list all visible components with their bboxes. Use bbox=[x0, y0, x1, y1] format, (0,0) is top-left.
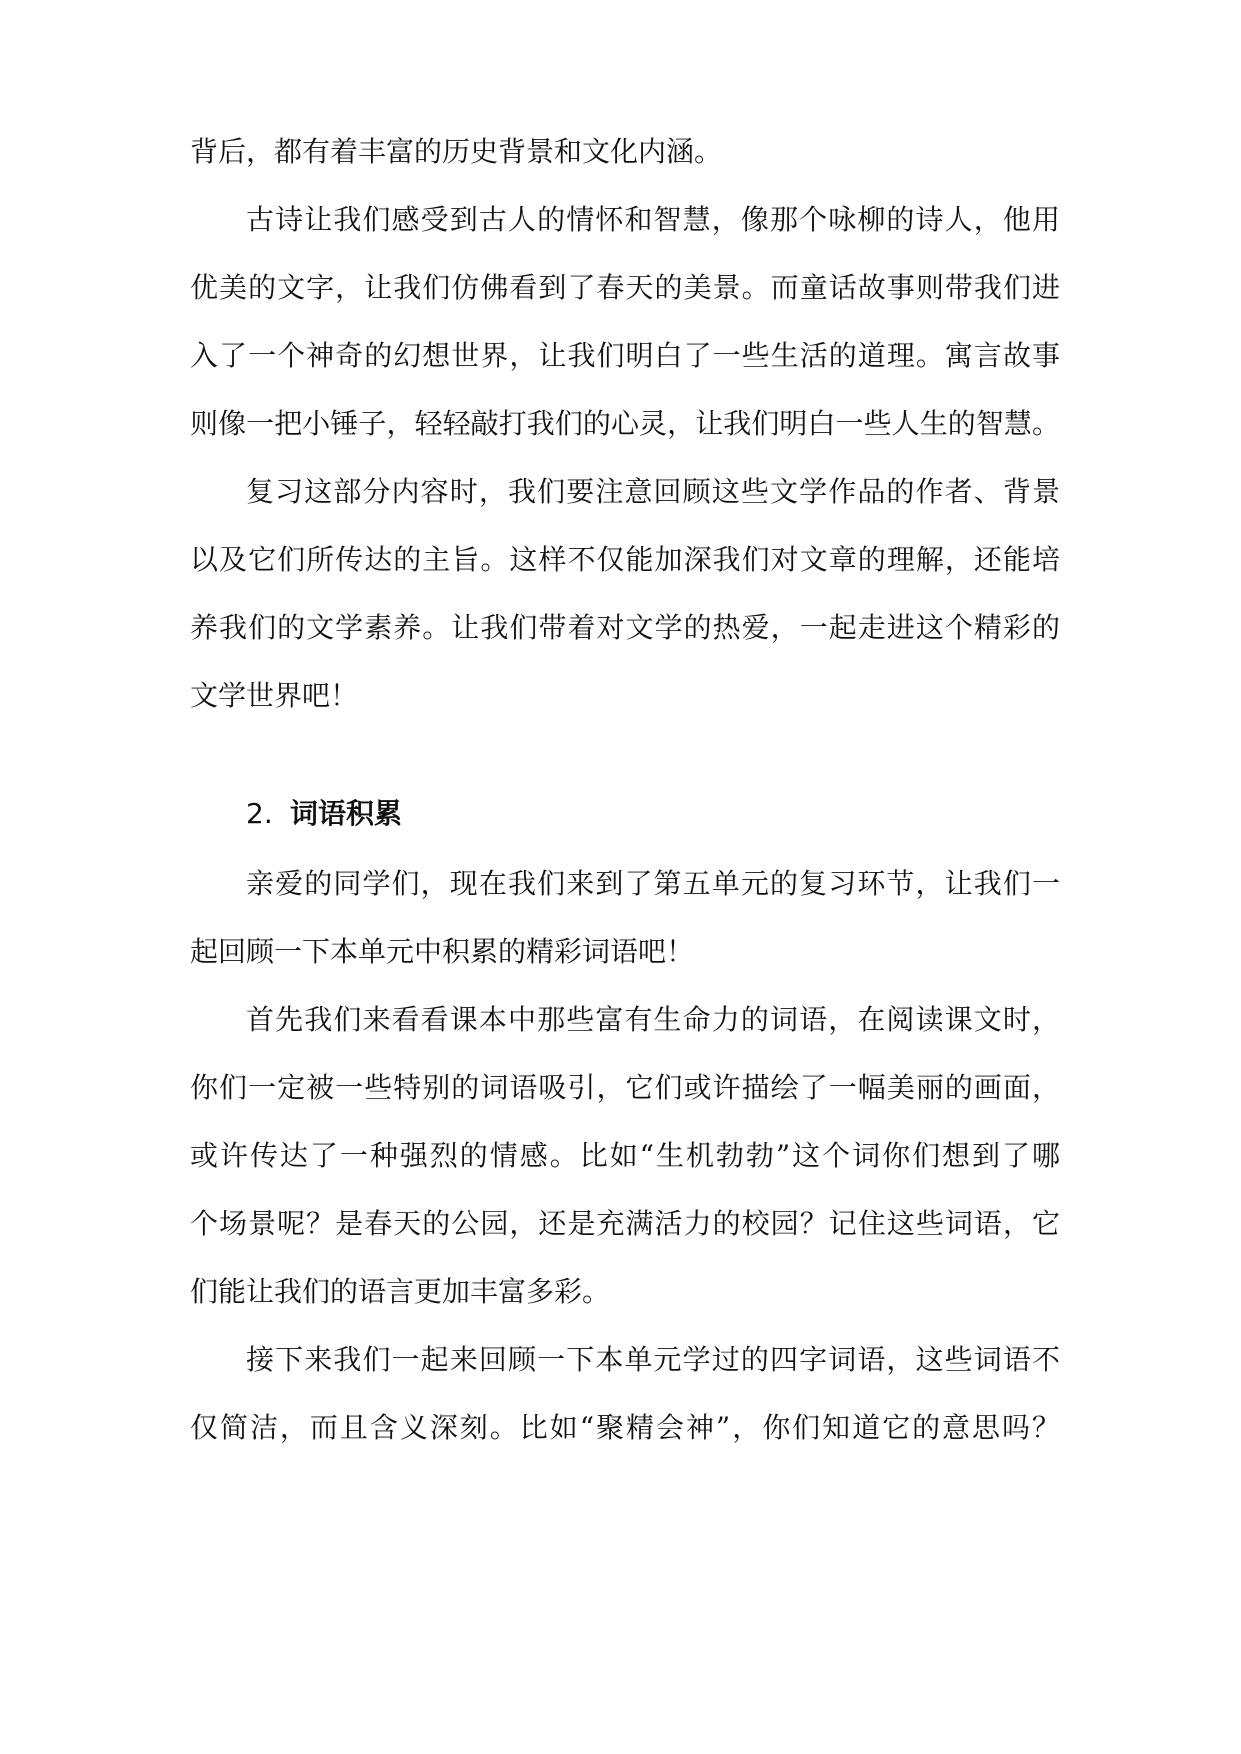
paragraph-line: 仅简洁，而且含义深刻。比如“聚精会神”，你们知道它的意思吗？ bbox=[190, 1411, 1060, 1444]
paragraph-line: 你们一定被一些特别的词语吸引，它们或许描绘了一幅美丽的画面， bbox=[190, 1071, 1060, 1104]
paragraph-line: 们能让我们的语言更加丰富多彩。 bbox=[190, 1275, 611, 1308]
paragraph-line: 古诗让我们感受到古人的情怀和智慧，像那个咏柳的诗人，他用 bbox=[246, 203, 1060, 236]
section-heading bbox=[246, 796, 402, 832]
paragraph-line: 背后，都有着丰富的历史背景和文化内涵。 bbox=[190, 135, 723, 168]
section-title: 词语积累 bbox=[290, 797, 403, 830]
paragraph-line: 文学世界吧！ bbox=[190, 679, 359, 712]
paragraph-line: 亲爱的同学们，现在我们来到了第五单元的复习环节，让我们一 bbox=[246, 867, 1060, 900]
paragraph-line: 或许传达了一种强烈的情感。比如“生机勃勃”这个词你们想到了哪 bbox=[190, 1139, 1060, 1172]
paragraph-line: 则像一把小锤子，轻轻敲打我们的心灵，让我们明白一些人生的智慧。 bbox=[190, 407, 1060, 440]
paragraph-line: 复习这部分内容时，我们要注意回顾这些文学作品的作者、背景 bbox=[246, 475, 1060, 508]
section-number: 2. bbox=[246, 797, 273, 830]
paragraph-line: 个场景呢？是春天的公园，还是充满活力的校园？记住这些词语，它 bbox=[190, 1207, 1060, 1240]
paragraph-line: 优美的文字，让我们仿佛看到了春天的美景。而童话故事则带我们进 bbox=[190, 271, 1060, 304]
paragraph-line: 入了一个神奇的幻想世界，让我们明白了一些生活的道理。寓言故事 bbox=[190, 339, 1060, 372]
paragraph-line: 起回顾一下本单元中积累的精彩词语吧！ bbox=[190, 935, 695, 968]
paragraph-line: 以及它们所传达的主旨。这样不仅能加深我们对文章的理解，还能培 bbox=[190, 543, 1060, 576]
paragraph-line: 养我们的文学素养。让我们带着对文学的热爱，一起走进这个精彩的 bbox=[190, 611, 1060, 644]
paragraph-line: 接下来我们一起来回顾一下本单元学过的四字词语，这些词语不 bbox=[246, 1343, 1060, 1376]
paragraph-line: 首先我们来看看课本中那些富有生命力的词语，在阅读课文时， bbox=[246, 1003, 1060, 1036]
